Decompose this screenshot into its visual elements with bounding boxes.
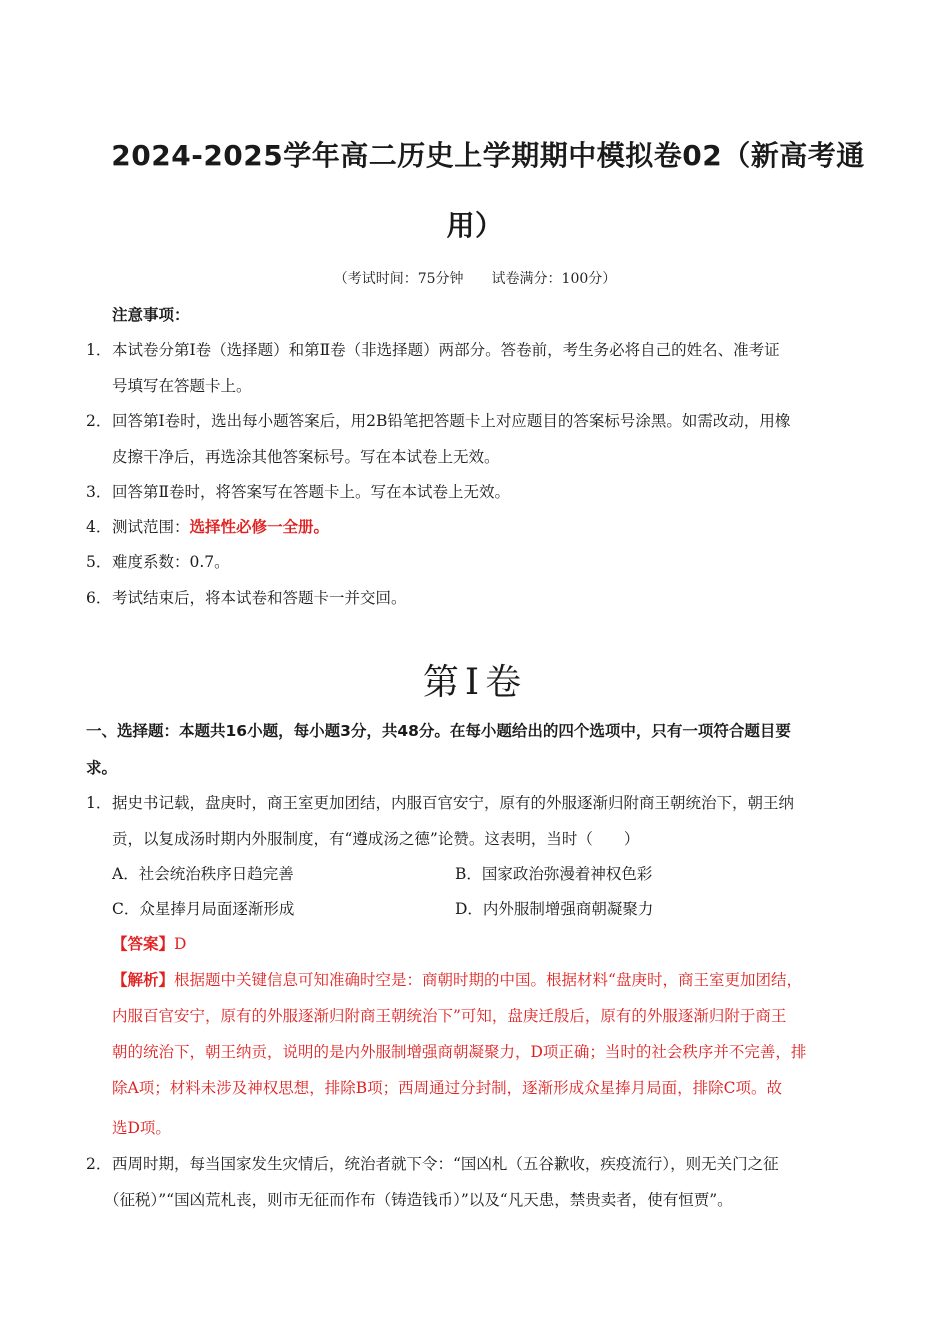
notice-item-6: 考试结束后，将本试卷和答题卡一并交回。	[112, 589, 407, 607]
notice-item-5: 难度系数：0.7。	[112, 553, 230, 571]
question-1-num: 1．	[86, 794, 112, 812]
notice-item-4-prefix: 测试范围：	[112, 518, 190, 536]
answer-label: 【答案】	[112, 935, 175, 953]
notice-num-6: 6．	[86, 589, 112, 607]
notice-num-5: 5．	[86, 553, 112, 571]
question-1-analysis-line4: 除A项；材料未涉及神权思想，排除B项；西周通过分封制，逐渐形成众星捧月局面，排除C项。故	[112, 1079, 782, 1097]
question-1-answer	[112, 934, 186, 954]
question-1-analysis-line1	[112, 970, 802, 990]
question-2-num: 2．	[86, 1155, 112, 1173]
question-1-option-d: D．内外服制增强商朝凝聚力	[455, 900, 654, 918]
question-1-stem-line1: 据史书记载，盘庚时，商王室更加团结，内服百官安宁，原有的外服逐渐归附商王朝统治下，朝王纳	[112, 794, 795, 812]
question-1-analysis-line5: 选D项。	[112, 1119, 171, 1137]
section-intro-line2: 求。	[86, 759, 118, 777]
analysis-label: 【解析】	[112, 971, 175, 989]
notice-item-4	[112, 517, 329, 537]
exam-meta: （考试时间：75分钟 试卷满分：100分）	[333, 271, 617, 287]
notice-num-4: 4．	[86, 518, 112, 536]
section-intro-line1: 一、选择题：本题共16小题，每小题3分，共48分。在每小题给出的四个选项中，只有一项符合题目要	[86, 722, 791, 740]
question-1-stem-line2: 贡，以复成汤时期内外服制度，有“遵成汤之德”论赞。这表明，当时（ ）	[112, 830, 640, 848]
page-title-line2: 用）	[446, 209, 504, 242]
notice-num-3: 3．	[86, 483, 112, 501]
question-1-option-b: B．国家政治弥漫着神权色彩	[455, 865, 653, 883]
page-title-line1: 2024-2025学年高二历史上学期期中模拟卷02（新高考通	[111, 139, 865, 172]
notice-item-1-line2: 号填写在答题卡上。	[112, 377, 252, 395]
notice-item-1-line1: 本试卷分第Ⅰ卷（选择题）和第Ⅱ卷（非选择题）两部分。答卷前，考生务必将自己的姓名、准考证	[112, 341, 780, 359]
notice-item-2-line1: 回答第Ⅰ卷时，选出每小题答案后，用2B铅笔把答题卡上对应题目的答案标号涂黑。如需改动，用橡	[112, 412, 791, 430]
notice-num-1: 1．	[86, 341, 112, 359]
question-1-analysis-line3: 朝的统治下，朝王纳贡，说明的是内外服制增强商朝凝聚力，D项正确；当时的社会秩序并不完善，排	[112, 1043, 807, 1061]
question-1-option-a: A．社会统治秩序日趋完善	[112, 865, 294, 883]
notice-item-2-line2: 皮擦干净后，再选涂其他答案标号。写在本试卷上无效。	[112, 448, 500, 466]
notice-num-2: 2．	[86, 412, 112, 430]
test-scope-highlight: 选择性必修一全册。	[189, 518, 330, 536]
notice-item-3: 回答第Ⅱ卷时，将答案写在答题卡上。写在本试卷上无效。	[112, 483, 511, 501]
question-2-stem-line1: 西周时期，每当国家发生灾情后，统治者就下令：“国凶札（五谷歉收，疾疫流行），则无关门之征	[112, 1155, 779, 1173]
answer-value: D	[174, 935, 187, 953]
question-1-analysis-line2: 内服百官安宁，原有的外服逐渐归附商王朝统治下”可知，盘庚迁殷后，原有的外服逐渐归附于商王	[112, 1007, 787, 1025]
analysis-text: 根据题中关键信息可知准确时空是：商朝时期的中国。根据材料“盘庚时，商王室更加团结，	[174, 971, 802, 989]
question-2-stem-line2: （征税）”“国凶荒札丧，则市无征而作布（铸造钱币）”以及“凡天患，禁贵卖者，使有恒贾”。	[104, 1191, 733, 1209]
notice-heading: 注意事项：	[112, 306, 190, 324]
question-1-option-c: C．众星捧月局面逐渐形成	[112, 900, 295, 918]
section-title: 第Ⅰ卷	[422, 662, 528, 703]
